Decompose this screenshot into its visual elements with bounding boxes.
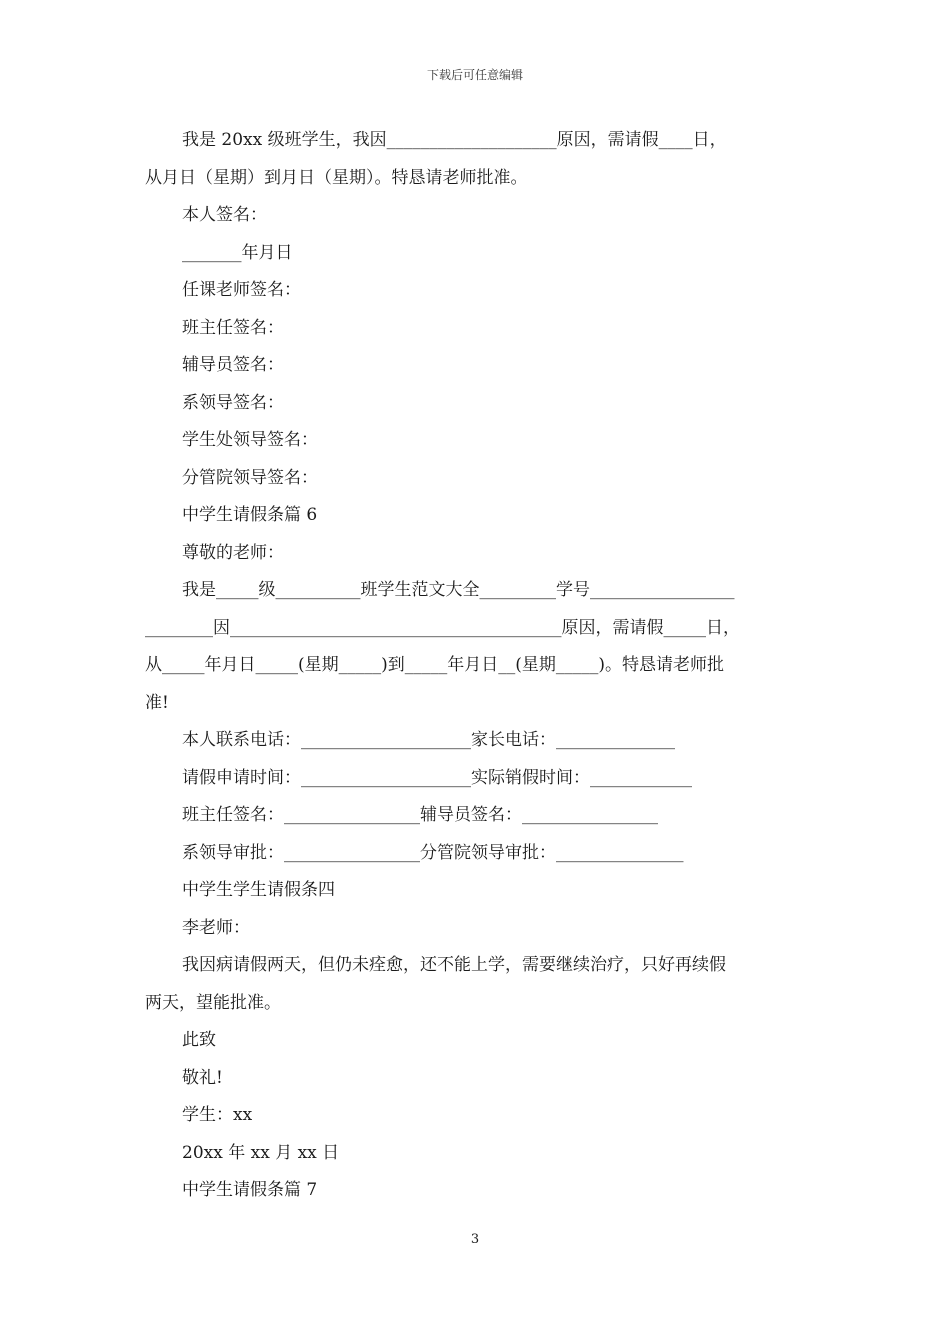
text-line: 准! [145, 692, 169, 713]
text-line: 中学生学生请假条四 [182, 880, 335, 900]
text-line: ________因_______________________________________原因，需请假_____日， [145, 617, 740, 638]
text-line: 辅导员签名： [182, 355, 284, 375]
text-line: 本人联系电话：____________________家长电话：______________ [182, 730, 675, 750]
text-line: 班主任签名：________________辅导员签名：________________ [182, 805, 658, 825]
page-number: 3 [470, 1232, 480, 1247]
text-line: 我因病请假两天，但仍未痊愈，还不能上学，需要继续治疗，只好再续假 [182, 955, 726, 975]
page-header: 下载后可任意编辑 [426, 68, 523, 82]
text-line: 中学生请假条篇 6 [182, 505, 318, 525]
text-line: 班主任签名： [182, 317, 284, 338]
text-line: 本人签名： [182, 205, 267, 225]
text-line: 尊敬的老师： [182, 542, 284, 563]
text-line: 从月日（星期）到月日（星期）。特恳请老师批准。 [145, 167, 528, 188]
text-line: 20xx 年 xx 月 xx 日 [182, 1142, 340, 1163]
text-line: _______年月日 [182, 242, 293, 263]
text-line: 系领导签名： [182, 392, 284, 413]
text-line: 敬礼! [182, 1067, 223, 1088]
text-line: 任课老师签名： [182, 280, 301, 300]
text-line: 李老师： [182, 917, 250, 938]
text-line: 两天，望能批准。 [145, 992, 281, 1013]
text-line: 我是 20xx 级班学生，我因____________________原因，需请假____日， [182, 130, 727, 150]
document-body [145, 122, 810, 1210]
text-line: 请假申请时间：____________________实际销假时间：____________ [182, 767, 692, 788]
text-line: 从_____年月日_____(星期_____)到_____年月日__(星期_____)。特恳请老师批 [145, 655, 725, 675]
text-line: 系领导审批：________________分管院领导审批：_______________ [182, 842, 684, 863]
text-line: 此致 [182, 1030, 216, 1050]
text-line: 我是_____级__________班学生范文大全_________学号_________________ [182, 580, 735, 600]
text-line: 学生：xx [182, 1105, 253, 1125]
text-line: 学生处领导签名： [182, 430, 318, 450]
text-line: 分管院领导签名： [182, 467, 318, 488]
text-line: 中学生请假条篇 7 [182, 1180, 318, 1200]
